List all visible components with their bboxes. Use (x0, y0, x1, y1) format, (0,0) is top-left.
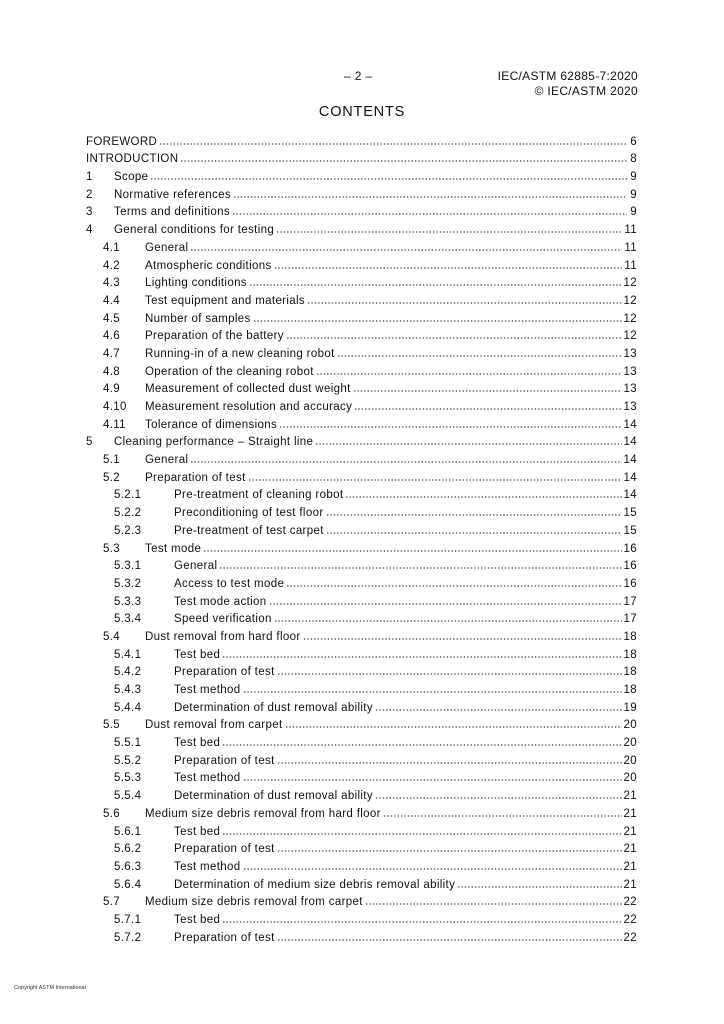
toc-dot-leader (277, 762, 622, 764)
toc-entry-number: 5.5.2 (114, 754, 142, 767)
toc-entry-label: Preparation of test (174, 843, 275, 856)
toc-entry[interactable] (86, 572, 637, 590)
toc-entry[interactable] (86, 784, 637, 802)
toc-entry-page: 14 (623, 454, 637, 467)
toc-entry-number: 4.11 (103, 418, 126, 431)
toc-entry[interactable] (86, 661, 637, 679)
toc-entry-label: Determination of dust removal ability (174, 790, 373, 803)
table-of-contents (86, 130, 637, 944)
toc-entry-number: 4.10 (103, 401, 127, 413)
toc-entry-page: 21 (623, 860, 637, 873)
toc-entry[interactable] (86, 395, 637, 413)
toc-entry-label: Measurement resolution and accuracy (145, 401, 353, 413)
toc-entry-number: 4.1 (103, 241, 121, 254)
toc-entry-page: 11 (624, 241, 637, 254)
toc-dot-leader (253, 320, 622, 322)
toc-entry[interactable] (86, 148, 637, 166)
toc-dot-leader (180, 160, 627, 162)
toc-entry-label: Speed verification (174, 613, 272, 626)
toc-entry[interactable] (86, 325, 637, 343)
toc-entry-page: 21 (623, 790, 637, 803)
toc-entry[interactable] (86, 342, 637, 360)
toc-entry-label: Test method (174, 684, 241, 696)
toc-entry-label: Atmospheric conditions (145, 259, 272, 272)
toc-dot-leader (286, 337, 622, 339)
toc-entry-number: 5.3.1 (114, 560, 142, 573)
toc-entry-label: Test bed (174, 913, 221, 926)
toc-entry-number: 5.4.3 (114, 684, 142, 696)
toc-entry-label: Test bed (174, 825, 221, 838)
toc-entry[interactable] (86, 802, 637, 820)
toc-entry[interactable] (86, 218, 637, 236)
toc-entry-label: Test bed (174, 737, 221, 750)
toc-entry[interactable] (86, 749, 637, 767)
toc-entry[interactable] (86, 731, 637, 749)
toc-entry-page: 14 (623, 436, 637, 449)
toc-entry[interactable] (86, 767, 637, 785)
toc-dot-leader (326, 532, 622, 534)
toc-entry-page: 11 (624, 259, 637, 272)
toc-entry-label: Test method (174, 772, 241, 785)
toc-entry-label: Access to test mode (174, 577, 285, 590)
toc-entry[interactable] (86, 625, 637, 643)
toc-entry-number: 5.7.1 (114, 913, 142, 926)
toc-entry-number: 5.2.3 (114, 524, 142, 537)
toc-entry-page: 21 (623, 843, 637, 856)
toc-entry-number: 4.6 (103, 330, 121, 343)
toc-dot-leader (277, 939, 622, 941)
toc-dot-leader (353, 390, 622, 392)
toc-entry-number: 5.2.1 (114, 489, 142, 502)
toc-entry[interactable] (86, 926, 637, 944)
toc-entry-page: 19 (623, 701, 637, 714)
toc-entry-label: FOREWORD (86, 135, 158, 148)
toc-entry[interactable] (86, 413, 637, 431)
toc-entry-number: 5.3 (103, 542, 121, 555)
toc-dot-leader (159, 143, 627, 145)
toc-entry-page: 12 (623, 294, 637, 307)
toc-entry-label: Preparation of test (145, 471, 246, 484)
toc-entry[interactable] (86, 183, 637, 201)
toc-entry[interactable] (86, 873, 637, 891)
toc-entry[interactable] (86, 608, 637, 626)
toc-entry-number: 4.7 (103, 347, 121, 360)
toc-entry-label: Dust removal from hard floor (145, 630, 301, 643)
toc-entry-label: Pre-treatment of test carpet (174, 524, 324, 537)
toc-entry-page: 21 (623, 878, 637, 891)
toc-entry-number: 5.6.1 (114, 825, 142, 838)
toc-entry-label: General (145, 454, 189, 467)
toc-entry-number: 5.7.2 (114, 931, 142, 944)
toc-entry[interactable] (86, 820, 637, 838)
toc-entry[interactable] (86, 590, 637, 608)
toc-dot-leader (457, 886, 621, 888)
toc-entry-number: 4.4 (103, 294, 121, 307)
toc-entry-number: 4 (86, 224, 93, 237)
toc-entry[interactable] (86, 484, 637, 502)
footer-copyright: Copyright ASTM International (14, 985, 86, 991)
toc-entry[interactable] (86, 696, 637, 714)
toc-entry-number: 5.7 (103, 896, 121, 909)
toc-entry-label: General conditions for testing (114, 224, 275, 237)
toc-entry[interactable] (86, 908, 637, 926)
standard-header (498, 69, 638, 99)
toc-dot-leader (269, 603, 622, 605)
toc-entry-page: 9 (630, 171, 637, 184)
toc-entry-label: Normative references (114, 188, 231, 201)
toc-entry-page: 17 (623, 613, 637, 626)
toc-dot-leader (307, 302, 621, 304)
toc-entry-number: 5.3.4 (114, 613, 142, 626)
toc-entry-page: 18 (623, 684, 637, 696)
toc-entry-page: 21 (623, 807, 637, 820)
toc-entry[interactable] (86, 555, 637, 573)
toc-entry-label: Terms and definitions (114, 206, 231, 219)
toc-entry-number: 5.1 (103, 454, 121, 467)
page-number-marker: – 2 – (344, 69, 373, 83)
toc-dot-leader (285, 726, 622, 728)
toc-entry[interactable] (86, 360, 637, 378)
toc-entry-page: 13 (623, 365, 637, 378)
toc-entry-page: 9 (630, 188, 637, 201)
toc-dot-leader (248, 479, 622, 481)
toc-dot-leader (243, 779, 622, 781)
toc-entry-label: Test mode action (174, 595, 267, 608)
toc-entry-page: 16 (623, 542, 637, 555)
toc-entry-number: 1 (86, 171, 93, 184)
toc-dot-leader (219, 567, 621, 569)
toc-entry-page: 13 (623, 383, 637, 396)
toc-dot-leader (383, 815, 622, 817)
toc-entry-label: Measurement of collected dust weight (145, 383, 351, 396)
toc-entry[interactable] (86, 289, 637, 307)
toc-entry-number: 5.3.3 (114, 595, 142, 608)
toc-entry-number: 4.8 (103, 365, 121, 378)
toc-entry[interactable] (86, 838, 637, 856)
toc-entry-label: Preparation of test (174, 931, 275, 944)
toc-entry[interactable] (86, 537, 637, 555)
toc-entry-page: 16 (623, 577, 637, 590)
toc-dot-leader (232, 213, 627, 215)
toc-entry-page: 22 (623, 913, 637, 926)
toc-entry-number: 5.6 (103, 807, 121, 820)
toc-entry-page: 18 (623, 630, 637, 643)
toc-entry-page: 14 (623, 418, 637, 431)
toc-entry[interactable] (86, 714, 637, 732)
toc-entry[interactable] (86, 519, 637, 537)
toc-dot-leader (222, 833, 621, 835)
toc-entry-number: 5.6.3 (114, 860, 142, 873)
toc-entry-number: 5.5.4 (114, 790, 142, 803)
toc-entry-number: 5.4.2 (114, 666, 142, 679)
toc-entry[interactable] (86, 236, 637, 254)
toc-entry-page: 17 (623, 595, 637, 608)
toc-entry-label: Tolerance of dimensions (145, 418, 278, 431)
toc-dot-leader (190, 249, 622, 251)
toc-entry-number: 5.5.3 (114, 772, 142, 785)
toc-dot-leader (277, 673, 622, 675)
toc-entry-page: 20 (623, 737, 637, 750)
toc-entry-label: General (174, 560, 218, 573)
toc-entry-label: Cleaning performance – Straight line (114, 436, 314, 449)
toc-entry-number: 4.5 (103, 312, 121, 325)
toc-entry-page: 18 (623, 648, 637, 661)
toc-entry-page: 13 (623, 347, 637, 360)
toc-dot-leader (233, 196, 627, 198)
toc-entry[interactable] (86, 678, 637, 696)
toc-entry-label: Medium size debris removal from carpet (145, 896, 363, 909)
toc-entry[interactable] (86, 855, 637, 873)
toc-entry-page: 9 (630, 206, 637, 219)
toc-entry-number: 5.4.1 (114, 648, 142, 661)
toc-entry-label: Preparation of test (174, 666, 275, 679)
toc-entry-label: Preparation of test (174, 754, 275, 767)
toc-dot-leader (303, 638, 622, 640)
toc-dot-leader (203, 550, 621, 552)
toc-entry-page: 22 (623, 896, 637, 909)
toc-entry[interactable] (86, 254, 637, 272)
toc-dot-leader (222, 656, 621, 658)
toc-entry-number: 5.4.4 (114, 701, 142, 714)
toc-entry-number: 5.2 (103, 471, 121, 484)
toc-dot-leader (243, 868, 622, 870)
toc-entry-number: 5.5.1 (114, 737, 142, 750)
toc-dot-leader (249, 284, 622, 286)
toc-entry-page: 14 (623, 471, 637, 484)
toc-dot-leader (365, 903, 622, 905)
toc-dot-leader (274, 267, 623, 269)
toc-entry-number: 5.6.2 (114, 843, 142, 856)
toc-entry-page: 12 (623, 312, 637, 325)
toc-dot-leader (274, 620, 622, 622)
toc-entry[interactable] (86, 272, 637, 290)
toc-entry-page: 16 (623, 560, 637, 573)
toc-dot-leader (150, 178, 627, 180)
toc-entry-label: Test method (174, 860, 241, 873)
standard-designation: IEC/ASTM 62885-7:2020 (497, 69, 638, 83)
toc-entry-label: Operation of the cleaning robot (145, 365, 314, 378)
toc-dot-leader (222, 921, 621, 923)
toc-entry-label: Test equipment and materials (145, 294, 306, 307)
toc-dot-leader (286, 585, 621, 587)
toc-entry-page: 13 (623, 401, 637, 413)
toc-dot-leader (375, 797, 622, 799)
toc-entry-page: 21 (623, 825, 637, 838)
toc-entry-label: Pre-treatment of cleaning robot (174, 489, 344, 502)
toc-entry-number: 2 (86, 188, 93, 201)
toc-entry-page: 18 (623, 666, 637, 679)
toc-entry-label: Scope (114, 171, 149, 184)
toc-entry[interactable] (86, 431, 637, 449)
toc-entry-label: Determination of medium size debris removal ability (174, 878, 456, 891)
toc-entry-page: 8 (630, 153, 637, 166)
toc-entry[interactable] (86, 891, 637, 909)
toc-dot-leader (326, 514, 622, 516)
toc-entry-label: INTRODUCTION (86, 153, 179, 166)
toc-entry-label: Lighting conditions (145, 277, 247, 290)
toc-entry-number: 4.2 (103, 259, 121, 272)
toc-entry-number: 3 (86, 206, 93, 219)
toc-entry[interactable] (86, 501, 637, 519)
toc-entry[interactable] (86, 643, 637, 661)
standard-copyright: © IEC/ASTM 2020 (534, 84, 638, 98)
toc-entry-number: 4.9 (103, 383, 121, 396)
toc-entry-label: Determination of dust removal ability (174, 701, 373, 714)
toc-dot-leader (315, 443, 621, 445)
toc-entry-number: 5.4 (103, 630, 121, 643)
toc-entry[interactable] (86, 307, 637, 325)
toc-dot-leader (345, 496, 621, 498)
toc-entry-label: General (145, 241, 189, 254)
toc-entry-label: Medium size debris removal from hard floor (145, 807, 381, 820)
toc-dot-leader (276, 231, 622, 233)
toc-entry-number: 5.5 (103, 719, 121, 732)
toc-dot-leader (190, 461, 621, 463)
toc-entry-page: 12 (623, 277, 637, 290)
toc-entry-label: Running-in of a new cleaning robot (145, 347, 335, 360)
toc-dot-leader (375, 709, 622, 711)
toc-entry-number: 5.3.2 (114, 577, 142, 590)
toc-entry-number: 5.2.2 (114, 507, 142, 520)
toc-dot-leader (354, 408, 621, 410)
toc-entry-label: Preparation of the battery (145, 330, 284, 343)
toc-entry-label: Test mode (145, 542, 202, 555)
toc-dot-leader (279, 426, 621, 428)
page-title: CONTENTS (318, 104, 406, 120)
toc-entry[interactable] (86, 448, 637, 466)
toc-entry-page: 6 (630, 135, 637, 148)
toc-entry-label: Preconditioning of test floor (174, 507, 324, 520)
toc-entry-page: 15 (623, 507, 637, 520)
toc-entry-label: Test bed (174, 648, 221, 661)
toc-entry[interactable] (86, 165, 637, 183)
toc-dot-leader (337, 355, 622, 357)
toc-entry-number: 5.6.4 (114, 878, 142, 891)
toc-entry-page: 22 (623, 931, 637, 944)
toc-entry-number: 4.3 (103, 277, 121, 290)
toc-entry[interactable] (86, 201, 637, 219)
toc-entry[interactable] (86, 466, 637, 484)
toc-dot-leader (277, 850, 622, 852)
toc-entry[interactable] (86, 378, 637, 396)
toc-dot-leader (243, 691, 622, 693)
toc-entry-page: 11 (624, 224, 637, 237)
toc-entry-page: 12 (623, 330, 637, 343)
toc-entry-page: 14 (623, 489, 637, 502)
toc-entry-label: Number of samples (145, 312, 251, 325)
toc-dot-leader (222, 744, 621, 746)
toc-dot-leader (316, 373, 622, 375)
toc-entry-page: 15 (623, 524, 637, 537)
toc-entry-page: 20 (623, 719, 637, 732)
toc-entry-page: 20 (623, 754, 637, 767)
toc-entry-page: 20 (623, 772, 637, 785)
toc-entry-number: 5 (86, 436, 93, 449)
toc-entry-label: Dust removal from carpet (145, 719, 283, 732)
toc-entry[interactable] (86, 130, 637, 148)
